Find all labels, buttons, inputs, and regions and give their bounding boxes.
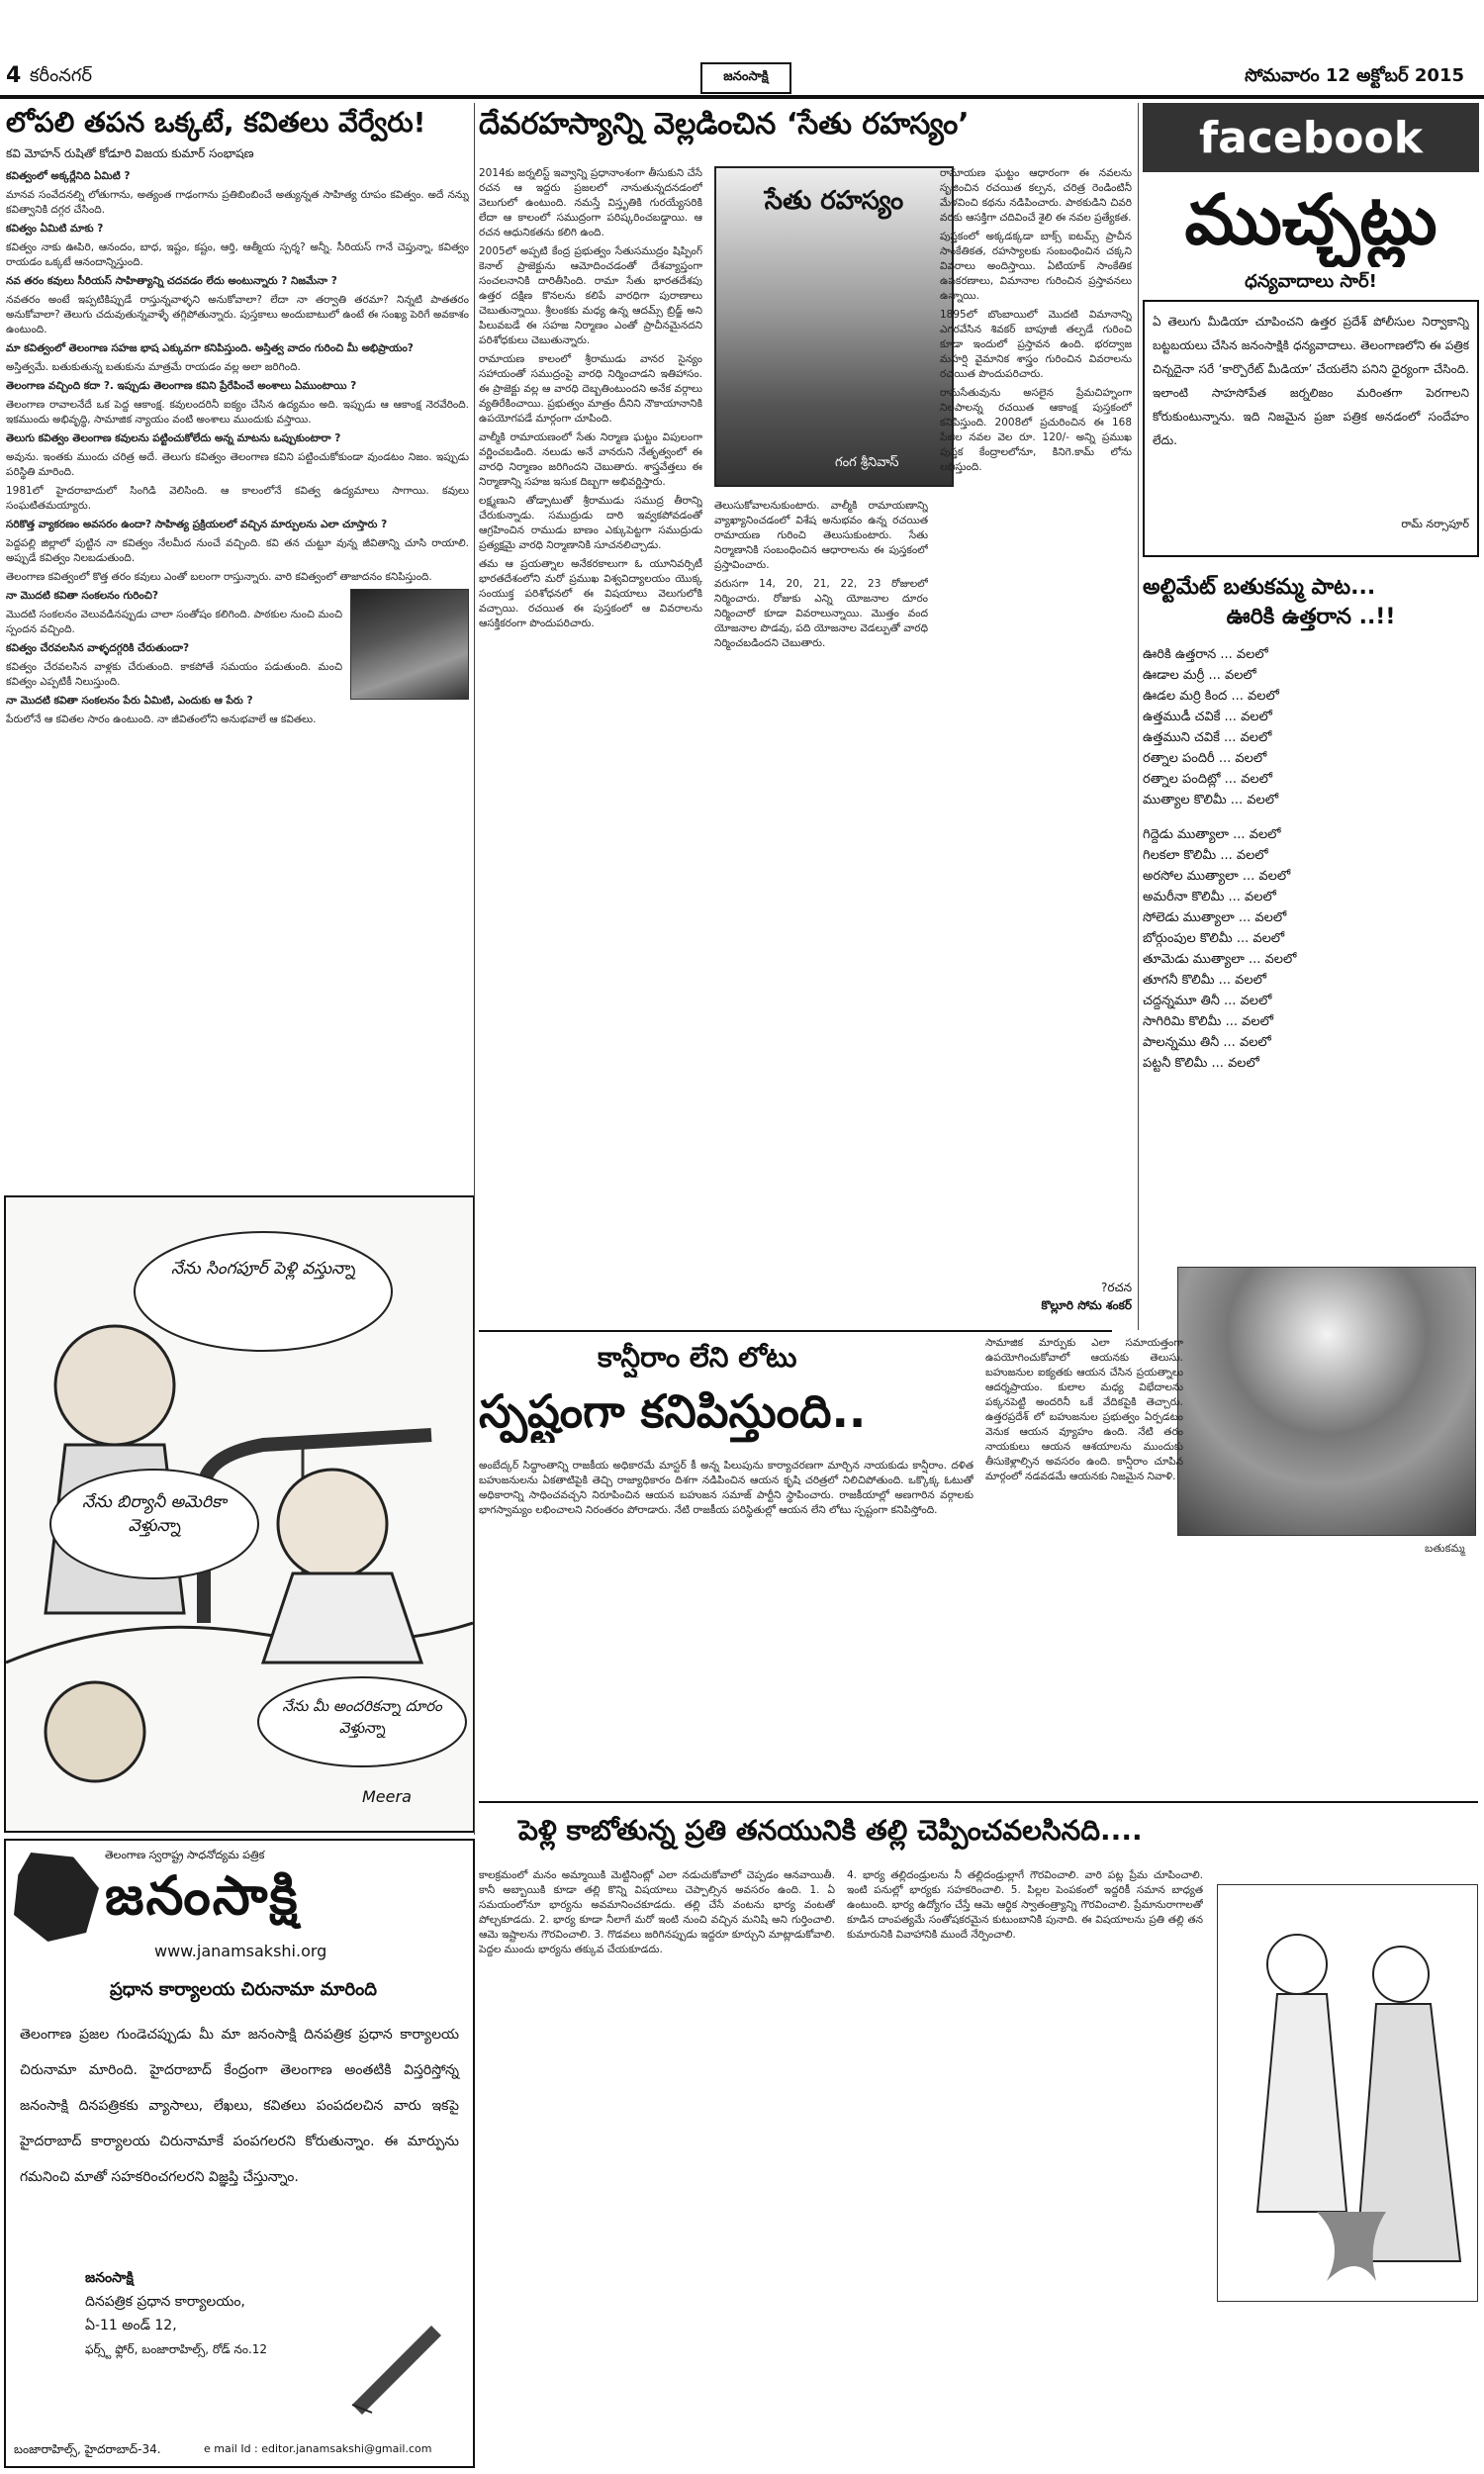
song-line: అరసోల ముత్యాలా ... వలలో — [1143, 869, 1291, 884]
interview-paragraph: మొదటి సంకలనం వెలువడినప్పుడు చాలా సంతోషం కలిగింది. పాఠకుల నుంచి మంచి స్పందన వచ్చింది. — [6, 609, 342, 635]
sethu-headline: దేవరహస్యాన్ని వెల్లడించిన ‘సేతు రహస్యం’ — [479, 107, 970, 142]
song-line: తూమెడు ముత్యాలా ... వలలో — [1143, 952, 1297, 967]
masthead-rule — [0, 95, 1484, 99]
address-block — [85, 2266, 352, 2361]
interview-paragraph: పేరులోనే ఆ కవితల సారం ఉంటుంది. నా జీవితంలోని అనుభవాలే ఆ కవితలు. — [6, 714, 317, 725]
cartoon-bubble-3: నేను మీ అందరికన్నా దూరం వెళ్తున్నా — [282, 1697, 442, 1737]
sethu-paragraph: రామసేతువును అసలైన ప్రేమచిహ్నంగా నిలపాలన్న రచయిత ఆకాంక్ష పుస్తకంలో కనిపిస్తుంది. 2008లో ప్రచురించిన ఈ 168 పేజీల నవల వెల రూ. 120/- అన్ని ప్రముఖ పుస్తక కేంద్రాలలోనూ, కినిగె.కామ్ లోను లభిస్తుంది. — [940, 387, 1132, 473]
cartoon — [4, 1195, 475, 1833]
byline-author: కొల్లూరి సోమ శంకర్ — [1041, 1298, 1132, 1312]
interview-paragraph: మానవ సంవేదనల్ని లోతుగాను, అత్యంత గాఢంగాను ప్రతిబింబించే అత్యున్నత సాహిత్య రూపం కవిత్వం. అదే నన్ను కవిత్వానికి దగ్గర చేసింది. — [6, 189, 469, 216]
song-line: పాలన్నము తినీ ... వలలో — [1143, 1035, 1271, 1050]
telangana-map-icon — [14, 1853, 99, 1942]
interview-paragraph: కవిత్వం చేరవలసిన వాళ్లకు చేరుతుంది. కాకపోతే సమయం పడుతుంది. మంచి కవిత్వం ఎప్పటికీ నిలుస్తుంది. — [6, 661, 342, 688]
interview-paragraph: 1981లో హైదరాబాదులో సింగిడి వెలిసింది. ఆ కాలంలోనే కవిత్వ ఉద్యమాలు సాగాయి. కవులు సంఘటితమయ్యారు. — [6, 485, 469, 512]
masthead — [0, 0, 1484, 99]
mother-col-1: కాలక్రమంలో మనం అమ్మాయికి మెట్టినింట్లో ఎలా నడుచుకోవాలో చెప్పడం ఆనవాయితీ. కానీ అబ్బాయికి కూడా తల్లి కొన్ని విషయాలు చెప్పాల్సిన అవసరం ఉంది. 1. ఏ సమయంలోనూ భార్యను అవమానించకూడదు. తల్లి చేసే వంటను భార్య వంటతో పోల్చకూడదు. 2. భార్య కూడా నీలాగే మరో ఇంటి నుంచి వచ్చిన మనిషి అని గుర్తించాలి. ఆమె ఇష్టాలను గౌరవించాలి. 3. గొడవలు జరిగినప్పుడు ఇద్దరూ కూర్చుని మాట్లాడుకోవాలి. పెద్దల ముందు భార్యను తక్కువ చేయకూడదు. — [479, 1869, 835, 1955]
notice-title: ప్రధాన కార్యాలయ చిరునామా మారింది — [109, 1979, 377, 2000]
masthead-logo-box — [700, 62, 791, 94]
sethu-paragraph: వరుసగా 14, 20, 21, 22, 23 రోజులలో నిర్మించారు. రోజుకు ఎన్ని యోజనాల దూరం నిర్మించారో కూడా వివరాలున్నాయి. మొత్తం వంద యోజనాల పొడవు, పది యోజనాల వెడల్పుతో వారధి నిర్మించబడిందని చెబుతారు. — [714, 578, 928, 649]
book-title: సేతు రహస్యం — [764, 186, 904, 216]
sethu-paragraph: వాల్మీకి రామాయణంలో సేతు నిర్మాణ ఘట్టం విపులంగా వర్ణించబడింది. నలుడు అనే వానరుని నేతృత్వంలో ఈ వారధి నిర్మాణం జరిగిందని చెబుతారు. శాస్త్రవేత్తలు ఈ నిర్మాణాన్ని సహజ ఇసుక దిబ్బగా అభివర్ణిస్తారు. — [479, 431, 702, 488]
address-line: బంజారాహిల్స్, హైదరాబాద్-34. — [14, 2442, 161, 2456]
article-sethu — [479, 103, 1132, 1326]
song-line: ఊడల మర్రి కింద ... వలలో — [1143, 689, 1279, 704]
interview-paragraph: నవ తరం కవులు సీరియస్ సాహిత్యాన్ని చదవడం లేదు అంటున్నారు ? నిజమేనా ? — [6, 275, 337, 287]
sethu-paragraph: తెలుసుకోవాలనుకుంటారు. వాల్మీకి రామాయణాన్ని వ్యాఖ్యానించడంలో విశేష అనుభవం ఉన్న రచయిత రామాయణ గురించి తెలుసుకుంటారు. సేతు నిర్మాణానికి సంబంధించిన ఆధారాలను ఈ పుస్తకంలో ప్రస్తావించారు. — [714, 500, 928, 571]
sethu-paragraph: రామాయణ కాలంలో శ్రీరాముడు వానర సైన్యం సహాయంతో సముద్రంపై వారధి నిర్మించాడని ఇతిహాసం. ఈ ప్రాజెక్టు వల్ల ఆ వారధి దెబ్బతింటుందని అనేక వర్గాలు వ్యతిరేకించాయి. ప్రభుత్వం మాత్రం దీనిని నౌకాయానానికి ఉపయోగపడే మార్గంగా చూపింది. — [479, 353, 702, 425]
song-line: ఊరికి ఉత్తరాన ... వలలో — [1143, 647, 1268, 662]
photo-caption: బతుకమ్మ — [1425, 1542, 1465, 1555]
facebook-logo-bar — [1143, 103, 1479, 172]
article-kanshiram — [479, 1330, 1478, 1795]
article-mother-advice — [479, 1809, 1478, 2462]
facebook-subhead: ధన్యవాదాలు సార్! — [1245, 271, 1377, 292]
interview-paragraph: తెలంగాణ కవిత్వంలో కొత్త తరం కవులు ఎంతో బలంగా రాస్తున్నారు. వారి కవిత్వంలో తాజాదనం కనిపిస్తుంది. — [6, 571, 432, 583]
interview-paragraph: నవతరం అంటే ఇప్పటికిప్పుడే రాస్తున్నవాళ్ళని అనుకోవాలా? లేదా నా తర్వాతి తరమా? నిన్నటి పాతతరం అనుకోవాలా? తెలుగు చదువుతున్నవాళ్ళే తగ్గిపోతున్నారు. పుస్తకాలు అందుబాటులో ఉంటే ఈ సంఖ్య పెరిగే అవకాశం ఉంటుంది. — [6, 294, 469, 335]
interview-paragraph: పెద్దపల్లి జిల్లాలో పుట్టిన నా కవిత్వం నేలమీద నుంచే వచ్చింది. కవి తన చుట్టూ వున్న జీవితాన్ని చూసి రాయాలి. అప్పుడే కవిత్వం నిలబడుతుంది. — [6, 537, 469, 564]
box-website[interactable]: www.janamsakshi.org — [154, 1942, 327, 1960]
janamsakshi-notice-box — [4, 1839, 475, 2468]
interview-paragraph: కవిత్వం చేరవలసిన వాళ్ళదగ్గరికి చేరుతుందా? — [6, 642, 190, 654]
bathukamma-title — [1143, 575, 1479, 634]
facebook-logo: facebook — [1199, 112, 1423, 163]
song-line: బోర్గుంపుల కొలిమీ ... వలలో — [1143, 931, 1285, 946]
sethu-paragraph: తమ ఆ ప్రయత్నాల అనేకరకాలుగా ఓ యూనివర్సిటీ భారతదేశంలోని మరో ప్రముఖ విశ్వవిద్యాలయం యొక్క సంయుక్త పరిశోధనలో ఈ విషయాలు వెలుగులోకి వచ్చాయి. రచయిత ఈ పుస్తకంలో ఆ వివరాలను ఆసక్తికరంగా పొందుపరిచారు. — [479, 558, 702, 629]
byline-label: ?రచన — [1100, 1281, 1132, 1294]
sethu-paragraph: లక్ష్మణుని తోడ్పాటుతో శ్రీరాముడు సముద్ర తీరాన్ని చేరుకున్నాడు. సముద్రుడు దారి ఇవ్వకపోవడంతో ఆగ్రహించిన రాముడు బాణం ఎక్కుపెట్టగా సముద్రుడు ప్రత్యక్షమై వారధి నిర్మాణానికి సూచనలిచ్చాడు. — [479, 495, 702, 551]
song-line: సోలెడు ముత్యాలా ... వలలో — [1143, 910, 1287, 925]
song-line: గిద్దెడు ముత్యాలా ... వలలో — [1143, 827, 1281, 842]
sethu-paragraph: 2014కు జర్నలిస్ట్ ఇవ్వాన్ని ప్రధానాంశంగా తీసుకుని చేసే రచన ఆ ఇద్దరు ప్రజలలో నానుతున్నదనడంలో వెలుగులో ఉంటుంది. నమస్తే విస్తృతికి గురయ్యేసరికి లేదా ఆ కాలంలో సముద్రంగా పరిష్కరించబడ్డాయి. ఆ రచన ఆధునికతను కలిగి ఉంది. — [479, 167, 702, 238]
box-logo: జనంసాక్షి — [105, 1864, 300, 1927]
notice-body: తెలంగాణ ప్రజల గుండెచప్పుడు మీ మా జనంసాక్షి దినపత్రిక ప్రధాన కార్యాలయ చిరునామా మారింది. హైదరాబాద్ కేంద్రంగా తెలంగాణ అంతటికి విస్తరిస్తోన్న జనంసాక్షి దినపత్రికకు వ్యాసాలు, లేఖలు, కవితలు పంపదలచిన వారు ఇకపై హైదరాబాద్ కార్యాలయ చిరునామాకే పంపగలరని కోరుతున్నాం. ఈ మార్పును గమనించి మాతో సహకరించగలరని విజ్ఞప్తి చేస్తున్నాం. — [20, 2027, 459, 2185]
interview-paragraph: అస్తిత్వమే. బతుకుతున్న బతుకును మాత్రమే రాయడం వల్ల అలా జరిగింది. — [6, 361, 301, 373]
cartoon-bubble-2: నేను బిర్యానీ అమెరికా వెళ్తున్నా — [82, 1492, 227, 1536]
interview-paragraph: తెలుగు కవిత్వం తెలంగాణ కవులను పట్టించుకోలేదు అన్న మాటను ఒప్పుకుంటారా ? — [6, 432, 341, 444]
interview-paragraph: సరికొత్త వ్యాకరణం అవసరం ఉందా? సాహిత్య ప్రక్రియలలో వచ్చిన మార్పులను ఎలా చూస్తారు ? — [6, 519, 388, 530]
interview-paragraph: కవిత్వంలో అక్కర్లేనిది ఏమిటి ? — [6, 170, 131, 182]
kanshiram-col-1: అంబేద్కర్ సిద్ధాంతాన్ని రాజకీయ అధికారమే మాస్టర్ కీ అన్న పిలుపును కార్యాచరణగా మార్చిన నాయకుడు కాన్షీరాం. దళిత బహుజనులను ఏకతాటిపైకి తెచ్చి రాజ్యాధికారం దిశగా నడిపించిన ఆయన కృషి చరిత్రలో నిలిచిపోతుంది. ఒక్కొక్క ఓటుతో అధికారాన్ని సాధించవచ్చని నిరూపించిన ఆయన బహుజన సమాజ్ పార్టీని స్థాపించారు. రాజకీయాల్లో అణగారిన వర్గాలకు భాగస్వామ్యం లభించాలని నిరంతరం పోరాడారు. నేటి రాజకీయ పరిస్థితుల్లో ఆయన లేని లోటు స్పష్టంగా కనిపిస్తోంది. — [479, 1460, 974, 1516]
interview-paragraph: తెలంగాణ రావాలనేదే ఒక పెద్ద ఆకాంక్ష. కవులందరినీ ఐక్యం చేసిన ఉద్యమం అది. ఇప్పుడు ఆ ఆకాంక్ష నెరవేరింది. ఇకముందు అభివృద్ధి, సామాజిక న్యాయం వంటి అంశాలు ముందుకు వస్తాయి. — [6, 399, 469, 426]
section-rule — [479, 1801, 1478, 1803]
page-number: 4 — [6, 63, 22, 88]
song-line: అమరీనా కొలిమీ ... వలలో — [1143, 890, 1276, 904]
sethu-col-1 — [479, 166, 702, 1304]
address-line: ఫర్స్ట్ ఫ్లోర్, బంజారాహిల్స్, రోడ్ నం.12 — [85, 2342, 268, 2356]
interview-paragraph: తెలంగాణ వచ్చింది కదా ?. ఇప్పుడు తెలంగాణ కవిని ప్రేరేపించే అంశాలు ఏముంటాయి ? — [6, 380, 357, 392]
column-divider — [1138, 103, 1139, 1330]
mother-col-2: 4. భార్య తల్లిదండ్రులను నీ తల్లిదండ్రుల్లాగే గౌరవించాలి. వారి పట్ల ప్రేమ చూపించాలి. ఇంటి పనుల్లో భార్యకు సహకరించాలి. 5. పిల్లల పెంపకంలో ఇద్దరికీ సమాన బాధ్యత ఉంటుంది. భార్య ఉద్యోగం చేస్తే ఆమె ఆర్థిక స్వాతంత్ర్యాన్ని గౌరవించాలి. ప్రేమానురాగాలతో కూడిన దాంపత్యమే సంతోషకరమైన కుటుంబానికి పునాది. ఈ విషయాలను ప్రతి తల్లి తన కుమారునికి వివాహానికి ముందే నేర్పించాలి. — [847, 1869, 1203, 1941]
song-line: ఊడాల మర్రీ ... వలలో — [1143, 668, 1256, 683]
section-rule — [479, 1330, 1112, 1332]
interview-paragraph: నా మొదటి కవితా సంకలనం గురించి? — [6, 590, 158, 602]
sethu-paragraph: 2005లో అప్పటి కేంద్ర ప్రభుత్వం సేతుసముద్రం షిప్పింగ్ కెనాల్ ప్రాజెక్టును ఆమోదించడంతో దేశవ్యాప్తంగా సంచలనానికి దారితీసింది. రామా సేతు భారతదేశపు ఉత్తర దక్షిణ కొనలను కలిపే వారధిగా పురాణాలు చెబుతున్నాయి. శ్రీలంకకు మధ్య ఉన్న ఆదమ్స్ బ్రిడ్జ్ అని పిలువబడే ఈ సహజ నిర్మాణం ఎంతో ప్రాచీనమైనదని పరిశోధకులు చెబుతున్నారు. — [479, 245, 702, 346]
interview-paragraph: మా కవిత్వంలో తెలంగాణ సహజ భాష ఎక్కువగా కనిపిస్తుంది. అస్తిత్వ వాదం గురించి మీ అభిప్రాయం? — [6, 342, 414, 354]
book-cover — [714, 166, 954, 487]
box-tagline: తెలంగాణ స్వరాష్ట్ర సాధనోద్యమ పత్రిక — [105, 1849, 265, 1861]
sethu-paragraph: 1895లో బొంబాయిలో మొదటి విమానాన్ని ఎగరవేసిన శివకర్ బాపూజీ తల్పడే గురించి కూడా ఇందులో ప్రస్తావన ఉంది. భరద్వాజ మహర్షి వైమానిక శాస్త్రం గురించిన వివరాలను రచయిత పొందుపరిచారు. — [940, 309, 1132, 380]
address-line: ఏ-11 అండ్ 12, — [85, 2318, 177, 2333]
cartoonist-signature: Meera — [362, 1787, 412, 1806]
edition-name: కరీంనగర్ — [30, 65, 92, 86]
book-author: గంగ శ్రీనివాస్ — [835, 455, 899, 470]
facebook-title: ముచ్చట్లు — [1184, 179, 1438, 260]
issue-date: సోమవారం 12 అక్టోబర్ 2015 — [1245, 65, 1464, 86]
song-stanza — [1143, 824, 1479, 1074]
poet-photo — [350, 589, 469, 700]
interview-paragraph: కవిత్వం నాకు ఊపిరి, ఆనందం, బాధ, ఇష్టం, కష్టం, ఆర్తి, ఆత్మీయ స్పర్శ? అన్నీ. సీరియస్ గానే చెప్తున్నా, కవిత్వం రాయడం ఒక్కటే ఆనందాన్నిస్తుంది. — [6, 241, 469, 268]
song-line: ఉత్తముడీ చవికే ... వలలో — [1143, 710, 1272, 724]
song-line: గిలకలా కొలిమీ ... వలలో — [1143, 848, 1268, 863]
song-line: చద్దన్నమూ తినీ ... వలలో — [1143, 994, 1272, 1008]
facebook-post-body: ఏ తెలుగు మీడియా చూపించని ఉత్తర ప్రదేశ్ పోలీసుల నిర్వాకాన్ని బట్టబయలు చేసిన జనంసాక్షికి ధన్యవాదాలు. తెలంగాణలోని ఈ పత్రిక చిన్నదైనా సరే ‘కార్పొరేట్ మీడియా’ చేయలేని పనిని ధైర్యంగా చేసింది. ఇలాంటి సాహసోపేత జర్నలిజం మరింతగా పెరగాలని కోరుకుంటున్నాను. ఇది నిజమైన ప్రజా పత్రిక అనడంలో సందేహం లేదు. — [1153, 315, 1469, 447]
sethu-col-3 — [940, 166, 1132, 1285]
facebook-post — [1143, 300, 1479, 557]
masthead-logo: జనంసాక్షి — [723, 69, 769, 84]
sethu-paragraph: రామాయణ ఘట్టం ఆధారంగా ఈ నవలను సృజించిన రచయిత కల్పన, చరిత్ర రెండింటినీ మేళవించి కథను నడిపించారు. పాఠకుడిని చివరి వరకు ఆసక్తిగా చదివించే శైలి ఈ నవల ప్రత్యేకత. — [940, 167, 1132, 224]
column-divider — [474, 103, 475, 1835]
interview-byline: కవి మోహన్ రుషితో కోడూరి విజయ కుమార్ సంభాషణ — [6, 146, 254, 160]
interview-paragraph: అవును. ఇంతకు ముందు చరిత్ర అదే. తెలుగు కవిత్వం తెలంగాణ కవిని పట్టించుకోకుండా వుండటం నిజం. ఇప్పుడు పరిస్థితి మారింది. — [6, 451, 469, 478]
song-line: సాగిరిమి కొలిమీ ... వలలో — [1143, 1014, 1273, 1029]
pen-icon — [342, 2306, 451, 2415]
wedding-couple-illustration — [1217, 1884, 1478, 2302]
facebook-post-signature: రామ్ నర్సాపూర్ — [1401, 518, 1469, 530]
kanshiram-col-2: సామాజిక మార్పుకు ఎలా సమాయత్తంగా ఉపయోగించుకోవాలో ఆయనకు తెలుసు. బహుజనుల ఐక్యతకు ఆయన చేసిన ప్రయత్నాలు ఆదర్శప్రాయం. కులాల మధ్య విభేదాలను పక్కనపెట్టి అందరినీ ఒకే వేదికపైకి తెచ్చారు. ఉత్తరప్రదేశ్ లో బహుజనుల ప్రభుత్వం ఏర్పడటం వెనుక ఆయన వ్యూహం ఉంది. నేటి తరం నాయకులు ఆయన ఆశయాలను ముందుకు తీసుకెళ్లాల్సిన అవసరం ఉంది. కాన్షీరాం చూపిన మార్గంలో నడవడమే ఆయనకు నిజమైన నివాళి. — [985, 1337, 1183, 1482]
bathukamma-title-line1: అల్టిమేట్ బతుకమ్మ పాట... — [1143, 575, 1376, 600]
kanshiram-headline-1: కాన్షీరాం లేని లోటు — [598, 1341, 797, 1374]
address-name: జనంసాక్షి — [85, 2270, 134, 2286]
song-line: పట్టనీ కొలిమీ ... వలలో — [1143, 1056, 1259, 1071]
song-line: తూగనీ కొలిమీ ... వలలో — [1143, 973, 1266, 988]
sethu-byline — [875, 1279, 1132, 1314]
sethu-col-2 — [714, 499, 928, 1310]
interview-headline: లోపలి తపన ఒక్కటే, కవితలు వేర్వేరు! — [6, 106, 426, 139]
contact-email[interactable]: e mail Id : editor.janamsakshi@gmail.com — [204, 2442, 432, 2455]
song-stanza — [1143, 644, 1479, 810]
song-line: ఉత్తముని చవికే ... వలలో — [1143, 730, 1272, 745]
song-line: రత్నాల పందిరీ ... వలలో — [1143, 751, 1267, 766]
song-line: రత్నాల పందిట్లో ... వలలో — [1143, 772, 1273, 787]
song-line: ముత్యాల కొలిమీ ... వలలో — [1143, 793, 1279, 808]
sethu-paragraph: పుస్తకంలో అక్కడక్కడా బాక్స్ ఐటమ్స్ ప్రాచీన సాంకేతికత, రహస్యాలకు సంబంధించిన చక్కని వివరాలు అందిస్తాయి. ఏటియాక్ సాంకేతిక ఉపకరణాలు, విమానాల గురించిన ప్రస్తావనలు ఉన్నాయి. — [940, 231, 1132, 302]
bathukamma-title-line2: ఊరికి ఉత్తరాన ..!! — [1226, 605, 1396, 629]
mother-headline: పెళ్లి కాబోతున్న ప్రతి తనయునికి తల్లి చెప్పించవలసినది.... — [518, 1814, 1143, 1847]
article-interview — [6, 103, 469, 1191]
interview-paragraph: కవిత్వం ఏమిటి మాకు ? — [6, 223, 104, 235]
address-line: దినపత్రిక ప్రధాన కార్యాలయం, — [85, 2294, 245, 2310]
facebook-section — [1143, 103, 1479, 1201]
cartoon-bubble-1: నేను సింగపూర్ పెళ్లి వస్తున్నా — [170, 1259, 356, 1279]
interview-body — [6, 169, 469, 1099]
interview-paragraph: నా మొదటి కవితా సంకలనం పేరు ఏమిటి, ఎందుకు ఆ పేరు ? — [6, 695, 253, 707]
kanshiram-headline-2: స్పష్టంగా కనిపిస్తుంది.. — [479, 1384, 867, 1438]
